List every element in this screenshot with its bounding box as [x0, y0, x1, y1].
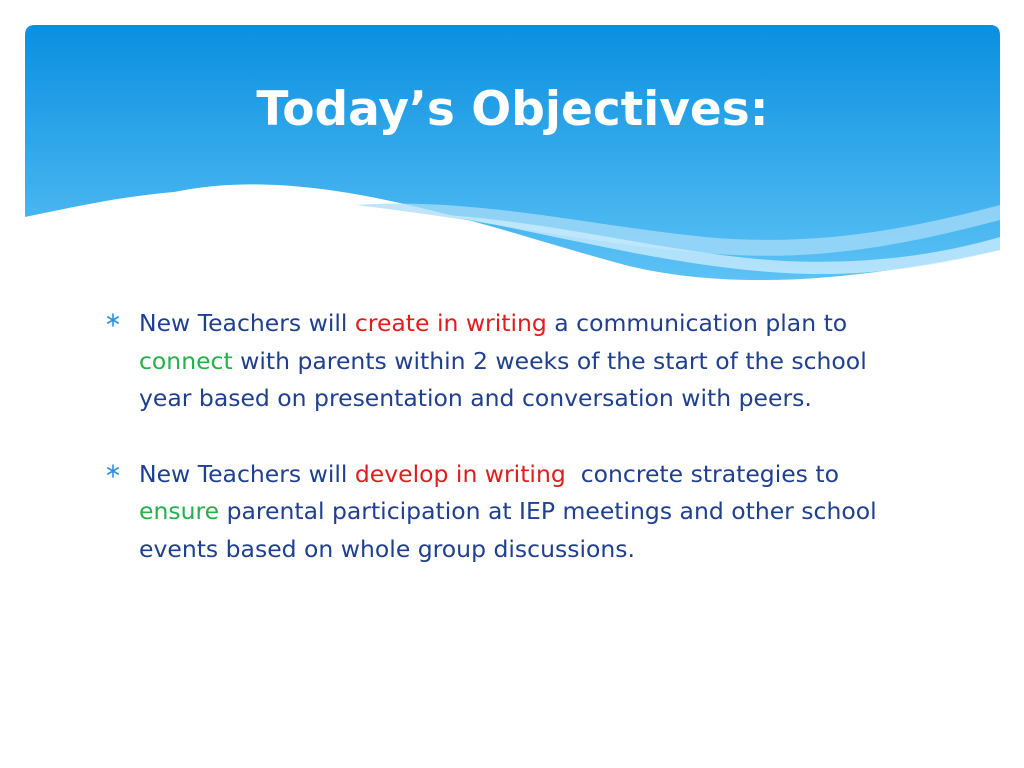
title-banner	[25, 25, 1000, 285]
list-item	[105, 456, 905, 569]
highlight-verb: ensure	[139, 497, 220, 525]
asterisk-bullet-icon	[105, 312, 121, 328]
highlight-verb: create in writing	[354, 309, 547, 337]
bullet-text-segment: parental participation at IEP meetings and other school events based on whole group discussions.	[139, 497, 877, 563]
bullet-text-segment: concrete strategies to	[565, 459, 847, 488]
bullet-text-segment: New Teachers will	[139, 459, 355, 488]
highlight-verb: connect	[139, 346, 233, 375]
bullet-text-segment: New Teachers will	[139, 309, 355, 337]
highlight-verb: develop in writing	[354, 459, 566, 488]
bullet-text-segment: with parents within 2 weeks of the start of the school year based on presentation and conversation with peers.	[139, 346, 867, 412]
wave-banner-graphic	[25, 25, 1000, 285]
list-item	[105, 305, 905, 418]
slide-title: Today’s Objectives:	[256, 82, 769, 137]
bullet-text-segment: a communication plan to	[546, 309, 848, 337]
asterisk-bullet-icon	[105, 463, 121, 479]
objectives-list	[105, 305, 905, 606]
